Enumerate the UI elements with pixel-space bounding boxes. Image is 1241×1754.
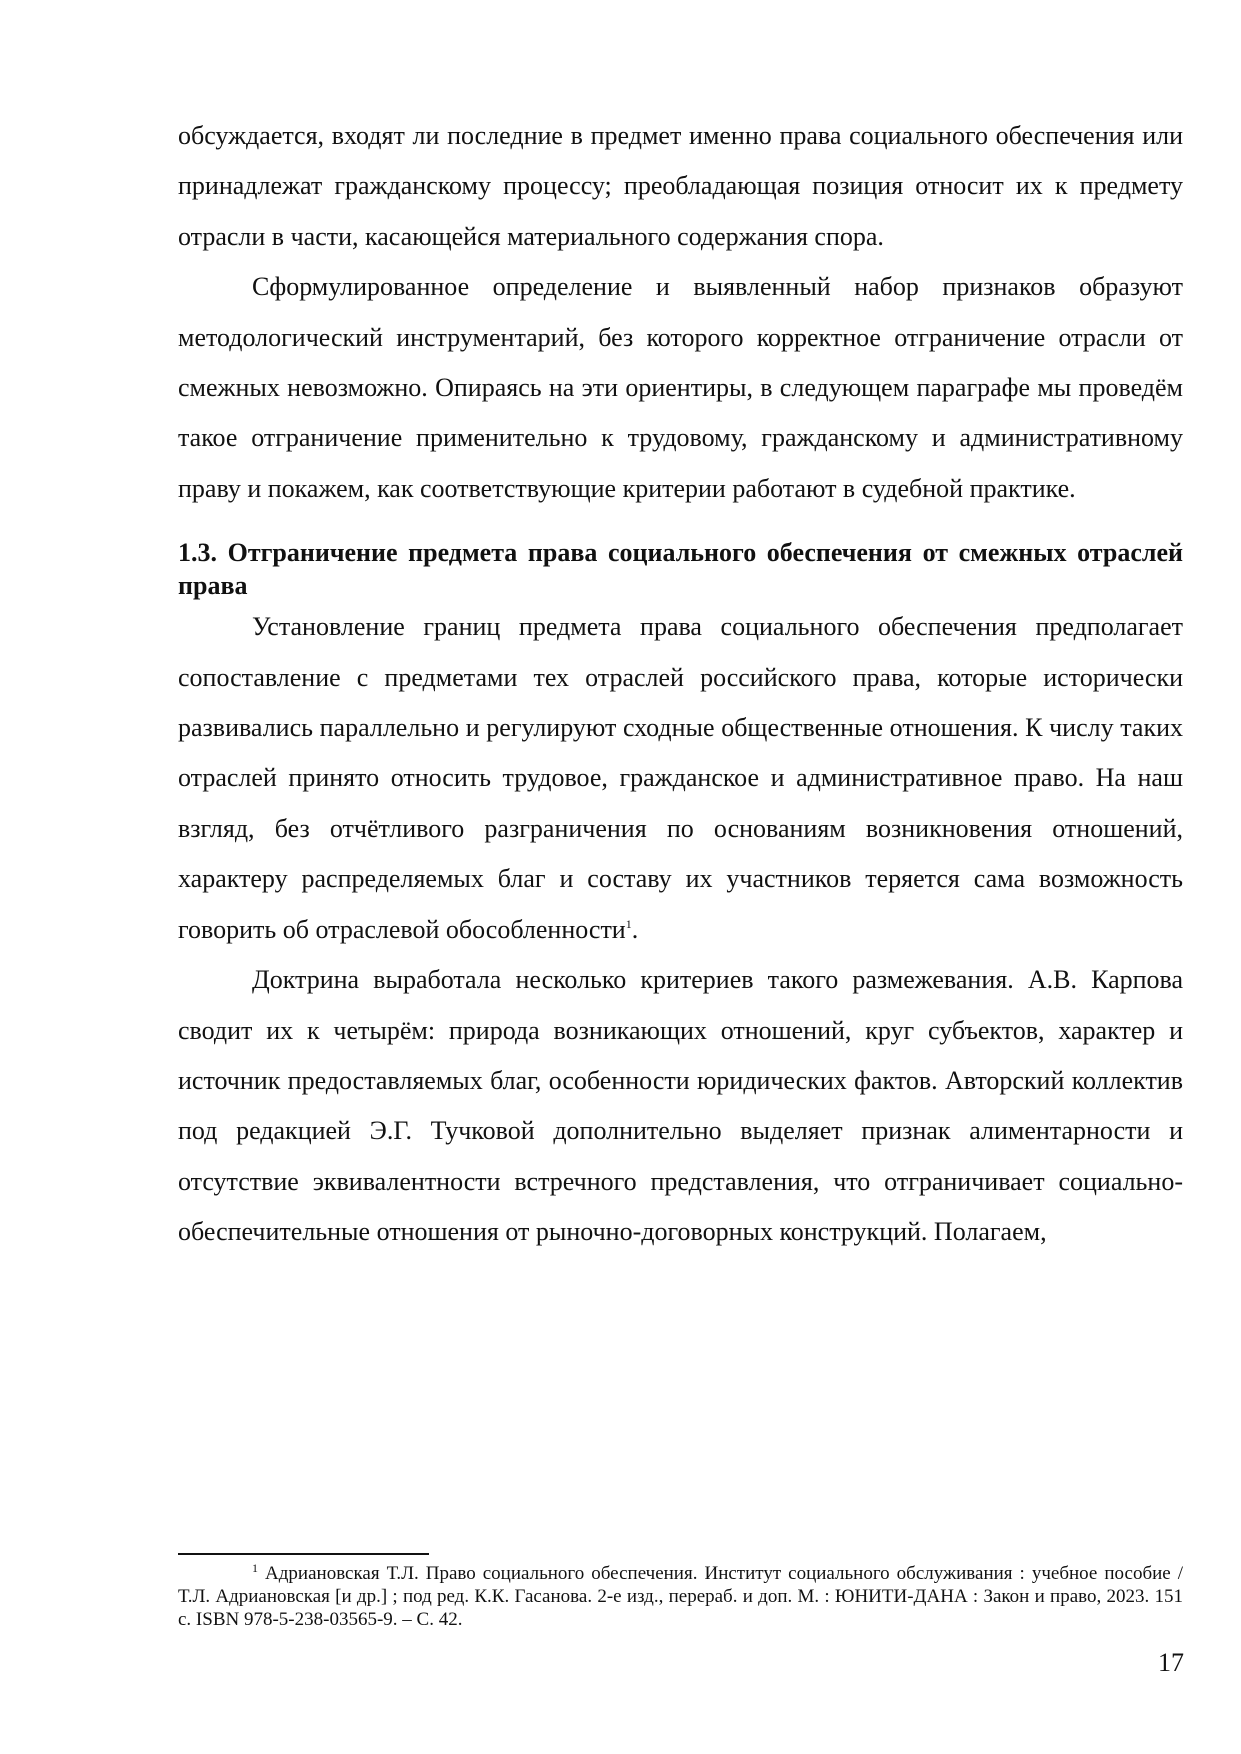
footnote-reference[interactable]: 1: [625, 916, 632, 931]
paragraph-continuation: обсуждается, входят ли последние в предмет именно права социального обеспечения или принадлежат гражданскому процессу; преобладающая позиция относит их к предмету отрасли в части, касающейся материального содержания спора.: [178, 121, 1183, 251]
footnote-marker: 1: [252, 1561, 258, 1575]
paragraph-boundaries-text: Установление границ предмета права социального обеспечения предполагает сопоставление с предметами тех отраслей российского права, которые исторически развивались параллельно и регулируют сходные общественные отношения. К числу таких отраслей принято относить трудовое, гражданское и административное право. На наш взгляд, без отчётливого разграничения по основаниям возникновения отношений, характеру распределяемых благ и составу их участников теряется сама возможность говорить об отраслевой обособленности: [178, 612, 1183, 944]
paragraph-boundaries-end: .: [631, 914, 639, 944]
footnote-separator: [178, 1553, 429, 1555]
paragraph-boundaries: [178, 602, 1183, 955]
paragraph-doctrine: Доктрина выработала несколько критериев такого размежевания. А.В. Карпова сводит их к четырём: природа возникающих отношений, круг субъектов, характер и источник предоставляемых благ, особенности юридических фактов. Авторский коллектив под редакцией Э.Г. Тучковой дополнительно выделяет признак алиментарности и отсутствие эквивалентности встречного представления, что отграничивает социально-обеспечительные отношения от рыночно-договорных конструкций. Полагаем,: [178, 965, 1183, 1247]
section-heading: 1.3. Отграничение предмета права социального обеспечения от смежных отраслей права: [178, 538, 1183, 601]
footnote-text: Адриановская Т.Л. Право социального обеспечения. Институт социального обслуживания : учебное пособие / Т.Л. Адриановская [и др.] ; под ред. К.К. Гасанова. 2-е изд., перераб. и доп. М. : ЮНИТИ-ДАНА : Закон и право, 2023. 151 с. ISBN 978-5-238-03565-9. – С. 42.: [178, 1563, 1184, 1630]
page-number: 17: [1158, 1648, 1184, 1677]
body-text: [178, 111, 1183, 1258]
paragraph-methodology: Сформулированное определение и выявленный набор признаков образуют методологический инструментарий, без которого корректное отграничение отрасли от смежных невозможно. Опираясь на эти ориентиры, в следующем параграфе мы проведём такое отграничение применительно к трудовому, гражданскому и административному праву и покажем, как соответствующие критерии работают в судебной практике.: [178, 272, 1183, 503]
footnote: [178, 1562, 1183, 1631]
